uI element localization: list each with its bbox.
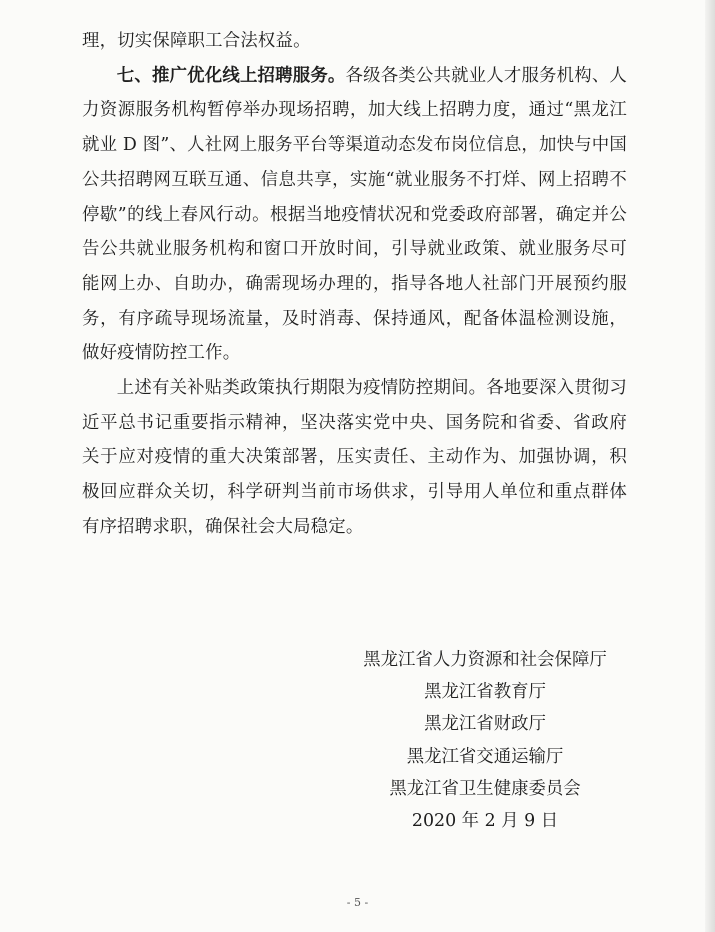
signature-agency: 黑龙江省卫生健康委员会 <box>389 778 581 799</box>
section-heading: 七、推广优化线上招聘服务。 <box>116 65 346 86</box>
page-number: - 5 - <box>346 896 369 909</box>
signature-agency: 黑龙江省交通运输厅 <box>406 746 564 767</box>
signature-agency: 黑龙江省教育厅 <box>424 682 546 703</box>
paragraph-text: 上述有关补贴类政策执行期限为疫情防控期间。各地要深入贯彻习近平总书记重要指示精神，坚决落实党中央、国务院和省委、省政府关于应对疫情的重大决策部署，压实责任、主动作为、加强协调，积极回应群众关切，科学研判当前市场供求，引导用人单位和重点群体有序招聘求职，确保社会大局稳定。 <box>82 378 627 537</box>
document-body <box>82 24 627 545</box>
paragraph-closing <box>82 371 627 545</box>
page-edge-shadow <box>705 0 715 932</box>
signature-date: 2020 年 2 月 9 日 <box>411 811 559 832</box>
paragraph-text: 各级各类公共就业人才服务机构、人力资源服务机构暂停举办现场招聘，加大线上招聘力度，通过“黑龙江就业 D 图”、人社网上服务平台等渠道动态发布岗位信息，加快与中国公共招聘网互联互通、信息共享，实施“就业服务不打烊、网上招聘不停歇”的线上春风行动。根据当地疫情状况和党委政府部署，确定并公告公共就业服务机构和窗口开放时间，引导就业政策、就业服务尽可能网上办、自助办，确需现场办理的，指导各地人社部门开展预约服务，有序疏导现场流量，及时消毒、保持通风，配备体温检测设施，做好疫情防控工作。 <box>82 65 628 364</box>
paragraph-section-seven <box>82 59 627 371</box>
signature-agency: 黑龙江省人力资源和社会保障厅 <box>363 650 607 670</box>
signature-agency: 黑龙江省财政厅 <box>424 714 546 735</box>
paragraph-continuation <box>82 24 627 59</box>
signature-block <box>330 644 640 837</box>
paragraph-text: 理，切实保障职工合法权益。 <box>82 31 311 51</box>
